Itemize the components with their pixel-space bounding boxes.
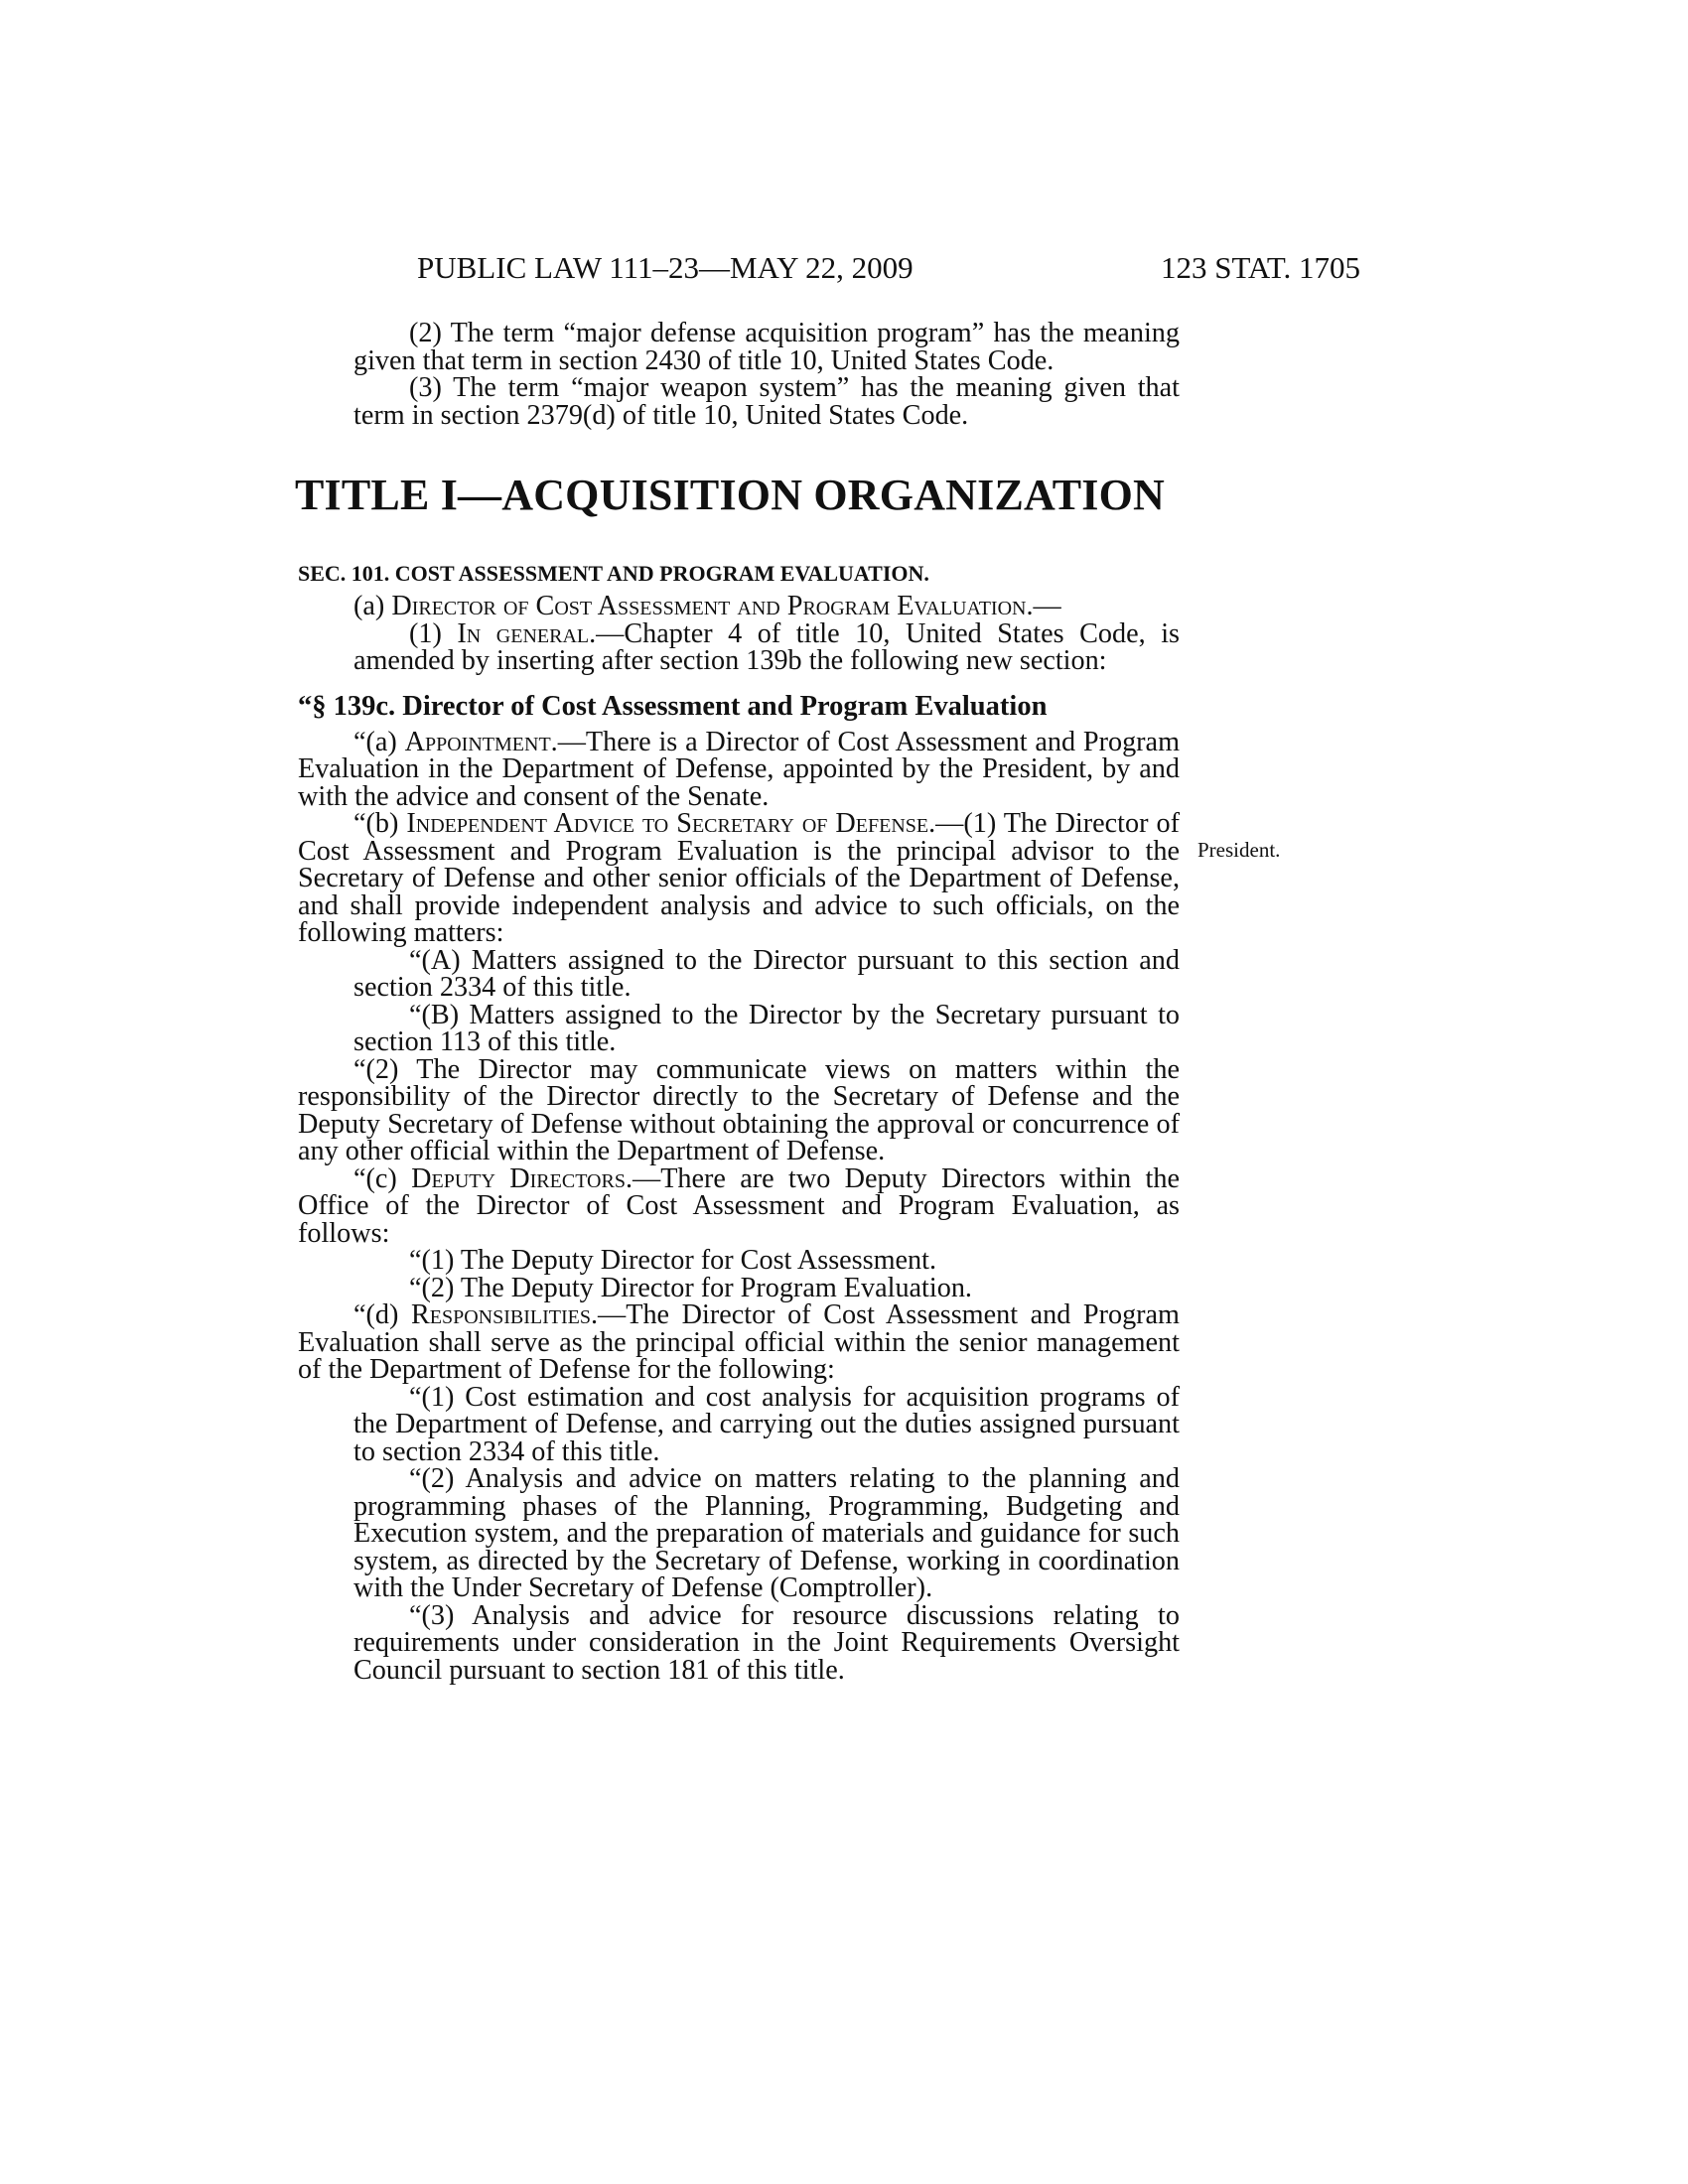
- subsection-heading: Deputy Directors: [411, 1162, 626, 1194]
- subsection-appointment: [298, 726, 1180, 812]
- subsection-text: .—There is a Director of Cost Assessment and Program Evaluation in the Department of Defense, appointed by the President, by and with the advice and consent of the Senate.: [298, 726, 1180, 812]
- subsection-heading: Responsibilities: [410, 1299, 591, 1330]
- subparagraph: “(A) Matters assigned to the Director pursuant to this section and section 2334 of this title.: [353, 944, 1180, 1003]
- running-header: [417, 248, 1360, 288]
- new-section-heading: “§ 139c. Director of Cost Assessment and Program Evaluation: [298, 690, 1048, 722]
- subsection-label: “(c): [353, 1162, 412, 1194]
- running-head: PUBLIC LAW 111–23—MAY 22, 2009: [417, 250, 914, 285]
- title-heading: TITLE I—ACQUISITION ORGANIZATION: [295, 471, 1166, 519]
- paragraph-label: (1): [409, 617, 458, 649]
- subsection-responsibilities: [298, 1301, 1180, 1384]
- subsection-text: .—The Director of Cost Assessment and Program Evaluation shall serve as the principal official within the senior management of the Department of Defense for the following:: [298, 1299, 1180, 1385]
- paragraph-a1: [298, 617, 1180, 676]
- subsection-independent-advice: [298, 810, 1180, 947]
- subsection-label: “(a): [353, 726, 405, 757]
- page-body: [295, 318, 1180, 1686]
- page-folio: 123 STAT. 1705: [1160, 250, 1360, 285]
- section-heading: SEC. 101. COST ASSESSMENT AND PROGRAM EVALUATION.: [298, 561, 929, 586]
- subparagraph: “(B) Matters assigned to the Director by the Secretary pursuant to section 113 of this title.: [353, 999, 1180, 1057]
- subsection-deputy-directors: [298, 1162, 1180, 1249]
- subsection-label: “(d): [353, 1299, 411, 1330]
- subsection-text: .—(1) The Director of Cost Assessment and Program Evaluation is the principal advisor to the Secretary of Defense and other senior officials of the Department of Defense, and shall provide independent analysis and advice to such officials, on the following matters:: [298, 808, 1180, 948]
- definition-paragraph: (2) The term “major defense acquisition program” has the meaning given that term in section 2430 of title 10, United States Code.: [353, 318, 1180, 376]
- margin-note-president: President.: [1197, 838, 1281, 862]
- heading-dash: .—: [1026, 591, 1061, 621]
- list-item: “(3) Analysis and advice for resource discussions relating to requirements under consideration in the Joint Requirements Oversight Council pursuant to section 181 of this title.: [353, 1599, 1180, 1686]
- paragraph: “(2) The Director may communicate views on matters within the responsibility of the Director directly to the Secretary of Defense and the Deputy Secretary of Defense without obtaining the approval or concurrence of any other official within the Department of Defense.: [298, 1053, 1180, 1166]
- subsection-heading: Appointment: [404, 726, 551, 757]
- paragraph-text: .—Chapter 4 of title 10, United States Code, is amended by inserting after section 139b the following new section:: [353, 617, 1180, 676]
- subsection-label: (a): [353, 591, 392, 621]
- subsection-a: [298, 593, 1180, 620]
- subsection-text: .—There are two Deputy Directors within the Office of the Director of Cost Assessment and Program Evaluation, as follows:: [298, 1162, 1180, 1249]
- list-item: “(1) Cost estimation and cost analysis for acquisition programs of the Department of Defense, and carrying out the duties assigned pursuant to section 2334 of this title.: [353, 1381, 1180, 1467]
- paragraph-heading: In general: [457, 617, 590, 649]
- definition-paragraph: (3) The term “major weapon system” has the meaning given that term in section 2379(d) of title 10, United States Code.: [353, 372, 1180, 431]
- subsection-label: “(b): [353, 808, 407, 839]
- subsection-heading: Independent Advice to Secretary of Defense: [406, 808, 929, 839]
- list-item: “(1) The Deputy Director for Cost Assessment.: [409, 1245, 937, 1276]
- subsection-heading: Director of Cost Assessment and Program Evaluation: [391, 591, 1027, 621]
- list-item: “(2) Analysis and advice on matters relating to the planning and programming phases of the Planning, Programming, Budgeting and Execution system, and the preparation of materials and guidance for such system, as directed by the Secretary of Defense, working in coordination with the Under Secretary of Defense (Comptroller).: [353, 1463, 1180, 1603]
- list-item: “(2) The Deputy Director for Program Evaluation.: [409, 1272, 972, 1303]
